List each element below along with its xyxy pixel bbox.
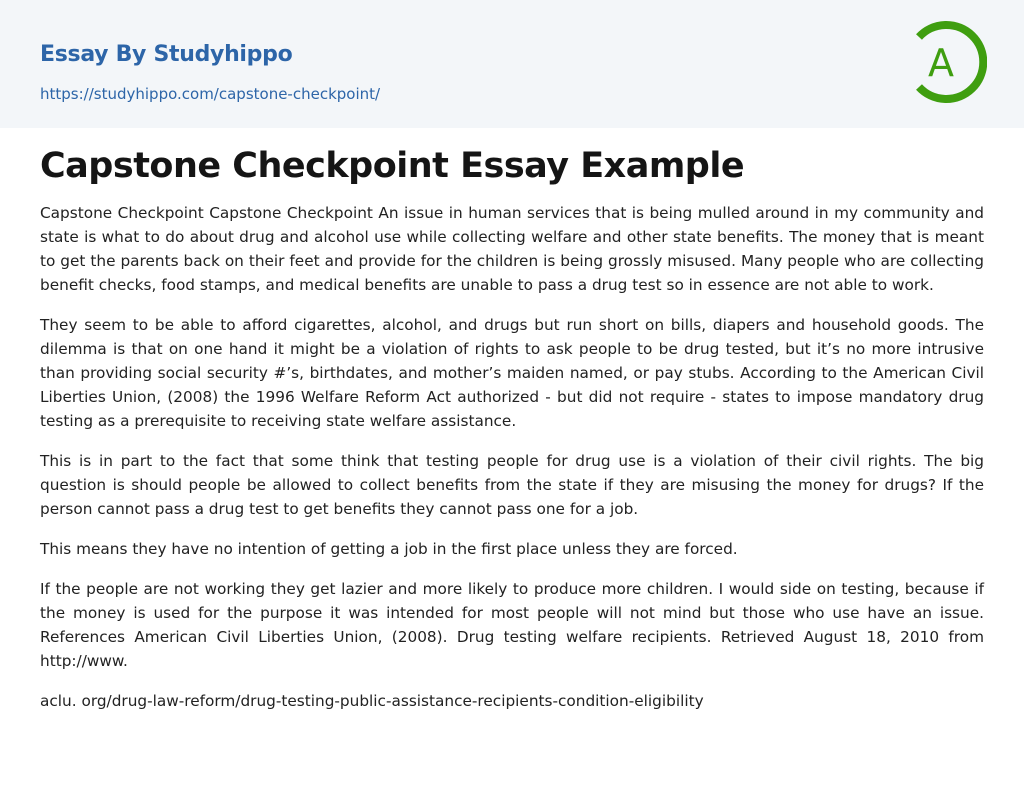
essay-paragraph: They seem to be able to afford cigarettes, alcohol, and drugs but run short on bills, diapers and household goods. The dilemma is that on one hand it might be a violation of rights to ask people to be drug tested, but it’s no more intrusive than providing social security #’s, birthdates, and mother’s maiden named, or pay stubs. According to the American Civil Liberties Union, (2008) the 1996 Welfare Reform Act authorized - but did not require - states to impose mandatory drug testing as a prerequisite to receiving state welfare assistance. [40,316,984,430]
essay-body [40,201,984,729]
essay-paragraph: This means they have no intention of getting a job in the first place unless they are forced. [40,540,738,558]
essay-url-link[interactable]: https://studyhippo.com/capstone-checkpoint/ [40,85,381,103]
page-title: Capstone Checkpoint Essay Example [40,146,745,186]
site-header [0,0,1024,128]
essay-paragraph: If the people are not working they get lazier and more likely to produce more children. I would side on testing, because if the money is used for the purpose it was intended for most people will not mind but those who use have an issue. References American Civil Liberties Union, (2008). Drug testing welfare recipients. Retrieved August 18, 2010 from http://www. [40,580,984,670]
logo-letter: A [928,41,954,85]
studyhippo-logo-icon [905,20,987,104]
essay-paragraph: aclu. org/drug-law-reform/drug-testing-public-assistance-recipients-condition-eligibility [40,692,704,710]
brand-title: Essay By Studyhippo [40,42,293,67]
essay-paragraph: Capstone Checkpoint Capstone Checkpoint An issue in human services that is being mulled around in my community and state is what to do about drug and alcohol use while collecting welfare and other state benefits. The money that is meant to get the parents back on their feet and provide for the children is being grossly misused. Many people who are collecting benefit checks, food stamps, and medical benefits are unable to pass a drug test so in essence are not able to work. [40,204,984,294]
essay-paragraph: This is in part to the fact that some think that testing people for drug use is a violation of their civil rights. The big question is should people be allowed to collect benefits from the state if they are misusing the money for drugs? If the person cannot pass a drug test to get benefits they cannot pass one for a job. [40,452,984,518]
